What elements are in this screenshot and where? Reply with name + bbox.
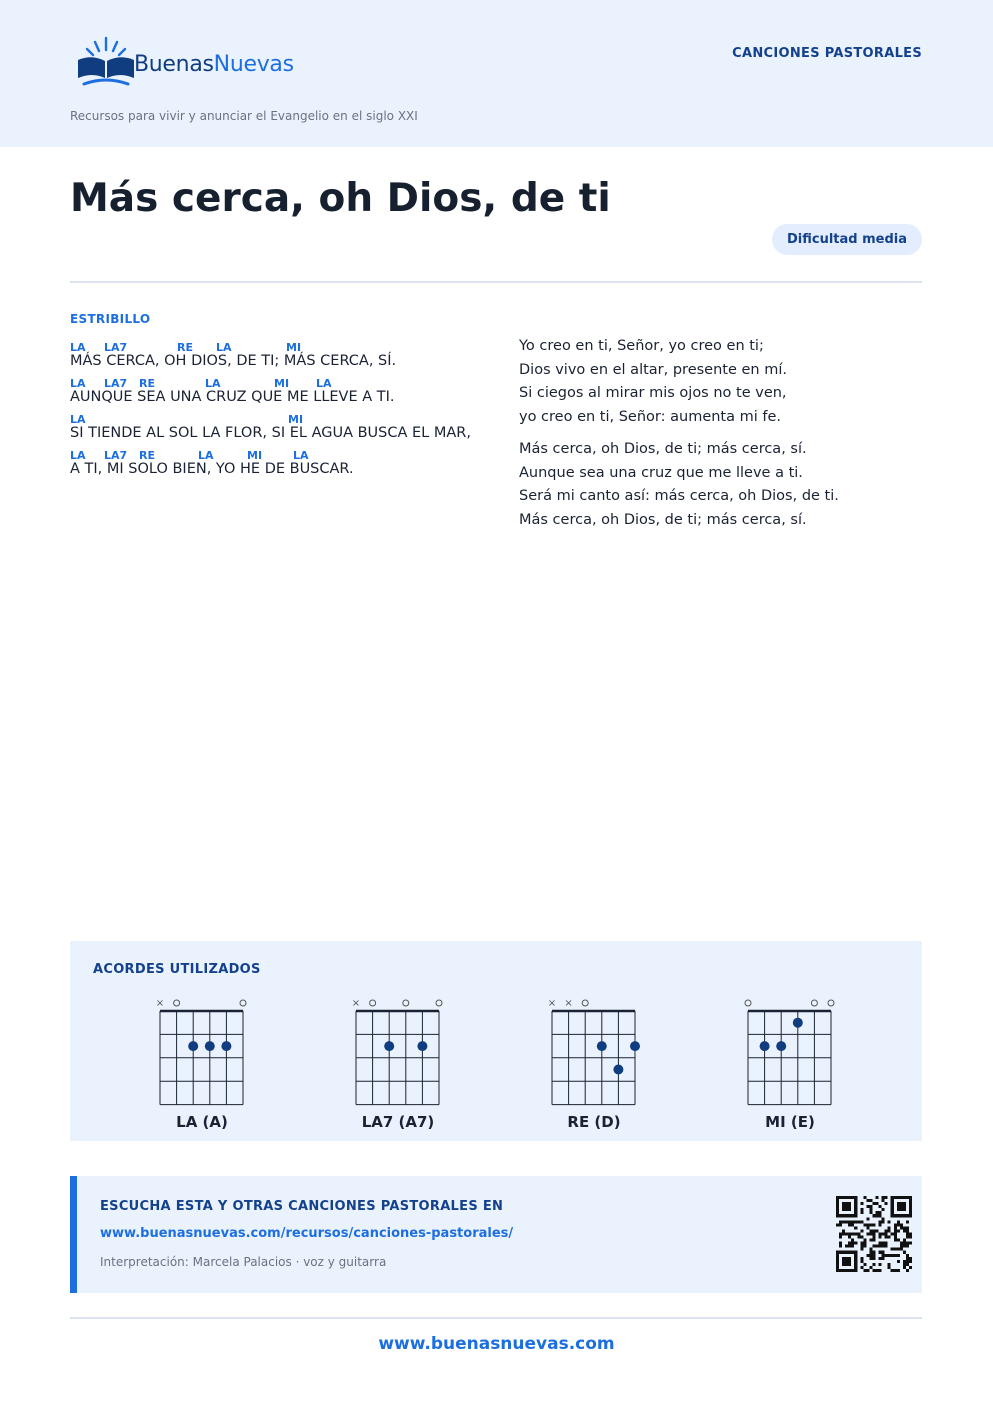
finger-dot: [793, 1018, 803, 1028]
footer-url[interactable]: www.buenasnuevas.com: [378, 1334, 615, 1354]
chord-diagram-la: [142, 991, 262, 1136]
chord-diagram-name: LA (A): [176, 1113, 228, 1131]
finger-dot: [776, 1041, 786, 1051]
chord-label: LA: [70, 377, 86, 390]
brand-wordmark: [134, 52, 294, 77]
callout-link[interactable]: www.buenasnuevas.com/recursos/canciones-pastorales/: [100, 1226, 514, 1241]
verse-line: Más cerca, oh Dios, de ti; más cerca, sí.: [519, 441, 807, 457]
verse-line: Dios vivo en el altar, presente en mí.: [519, 361, 787, 378]
chord-label: LA: [205, 377, 221, 390]
chord-grid: [534, 991, 654, 1109]
chord-label: LA: [70, 449, 86, 462]
chord-grid: [142, 991, 262, 1109]
open-string-marker: [240, 1000, 246, 1006]
open-string-marker: [811, 1000, 817, 1006]
chord-diagram-name: LA7 (A7): [361, 1113, 435, 1131]
lyric-line: AUNQUE SEA UNA CRUZ QUE ME LLEVE A TI.: [70, 389, 395, 405]
chord-label: LA: [70, 413, 86, 426]
verse-line: Yo creo en ti, Señor, yo creo en ti;: [519, 338, 764, 354]
finger-dot: [417, 1041, 427, 1051]
chord-label: MI: [274, 377, 290, 390]
chord-row: [70, 375, 500, 389]
chord-diagram-name: MI (E): [765, 1113, 815, 1131]
page-header: [0, 0, 993, 147]
chord-row: [70, 339, 500, 353]
chorus-line: [70, 411, 500, 447]
verse-line: Si ciegos al mirar mis ojos no te ven,: [519, 385, 787, 401]
open-string-marker: [582, 1000, 588, 1006]
verse-line: Será mi canto así: más cerca, oh Dios, de ti.: [519, 488, 839, 504]
lyric-line: MÁS CERCA, OH DIOS, DE TI; MÁS CERCA, SÍ.: [70, 353, 397, 369]
finger-dot: [760, 1041, 770, 1051]
open-string-marker: [828, 1000, 834, 1006]
chord-label: LA: [216, 341, 232, 354]
chord-label: LA: [70, 341, 86, 354]
performer-note: Interpretación: Marcela Palacios · voz y guitarra: [100, 1255, 387, 1269]
open-string-marker: [403, 1000, 409, 1006]
chord-diagram-name: RE (D): [567, 1113, 621, 1131]
chord-diagram-mi: [730, 991, 850, 1136]
divider: [70, 281, 922, 283]
muted-string-marker: ×: [351, 998, 361, 1009]
chord-label: RE: [177, 341, 193, 354]
chord-diagram-la7: [338, 991, 458, 1136]
chords-used-title: ACORDES UTILIZADOS: [93, 962, 261, 977]
listen-callout: [70, 1176, 922, 1293]
finger-dot: [384, 1041, 394, 1051]
difficulty-badge: Dificultad media: [772, 224, 922, 255]
verse-line: Más cerca, oh Dios, de ti; más cerca, sí.: [519, 511, 807, 528]
chorus-line: [70, 447, 500, 483]
callout-title: ESCUCHA ESTA Y OTRAS CANCIONES PASTORALES EN: [100, 1199, 504, 1214]
chord-grid: [730, 991, 850, 1109]
open-string-marker: [370, 1000, 376, 1006]
lyric-line: A TI, MI SOLO BIEN, YO HE DE BUSCAR.: [70, 461, 354, 477]
chord-label: LA7: [104, 341, 128, 354]
brand-word-2: Nuevas: [213, 52, 294, 77]
open-book-logo-icon: [76, 36, 136, 94]
finger-dot: [221, 1041, 231, 1051]
chord-grid: [338, 991, 458, 1109]
finger-dot: [613, 1065, 623, 1075]
open-string-marker: [174, 1000, 180, 1006]
chord-label: MI: [247, 449, 263, 462]
open-string-marker: [745, 1000, 751, 1006]
chord-label: MI: [288, 413, 304, 426]
chord-label: LA: [316, 377, 332, 390]
verse-line: yo creo en ti, Señor: aumenta mi fe.: [519, 408, 782, 425]
qr-code-icon[interactable]: [836, 1196, 912, 1272]
finger-dot: [630, 1041, 640, 1051]
muted-string-marker: ×: [564, 998, 573, 1009]
callout-accent-bar: [70, 1176, 77, 1293]
stanza: [519, 335, 919, 429]
chorus-with-chords: [70, 339, 500, 483]
chord-diagram-re: [534, 991, 654, 1136]
tagline: Recursos para vivir y anunciar el Evangelio en el siglo XXI: [70, 109, 418, 123]
chord-label: LA7: [104, 449, 128, 462]
muted-string-marker: ×: [547, 998, 557, 1009]
chord-row: [70, 447, 500, 461]
song-title: Más cerca, oh Dios, de ti: [70, 176, 611, 221]
chord-label: MI: [286, 341, 302, 354]
open-string-marker: [436, 1000, 442, 1006]
verses-column: [519, 335, 919, 541]
finger-dot: [205, 1041, 215, 1051]
finger-dot: [597, 1041, 607, 1051]
chord-label: LA: [293, 449, 309, 462]
chord-label: LA7: [104, 377, 128, 390]
chord-label: LA: [198, 449, 214, 462]
category-label[interactable]: CANCIONES PASTORALES: [732, 46, 922, 61]
chords-used-panel: [70, 941, 922, 1141]
chorus-line: [70, 339, 500, 375]
chord-label: RE: [139, 449, 155, 462]
divider: [70, 1317, 922, 1319]
chord-label: RE: [139, 377, 155, 390]
lyric-line: SI TIENDE AL SOL LA FLOR, SI EL AGUA BUSCA EL MAR,: [70, 425, 471, 441]
brand-word-1: Buenas: [134, 52, 214, 77]
finger-dot: [188, 1041, 198, 1051]
verse-line: Aunque sea una cruz que me lleve a ti.: [519, 464, 803, 481]
chorus-line: [70, 375, 500, 411]
muted-string-marker: ×: [155, 998, 165, 1009]
chord-row: [70, 411, 500, 425]
stanza: [519, 438, 919, 532]
section-label-chorus: ESTRIBILLO: [70, 312, 151, 326]
